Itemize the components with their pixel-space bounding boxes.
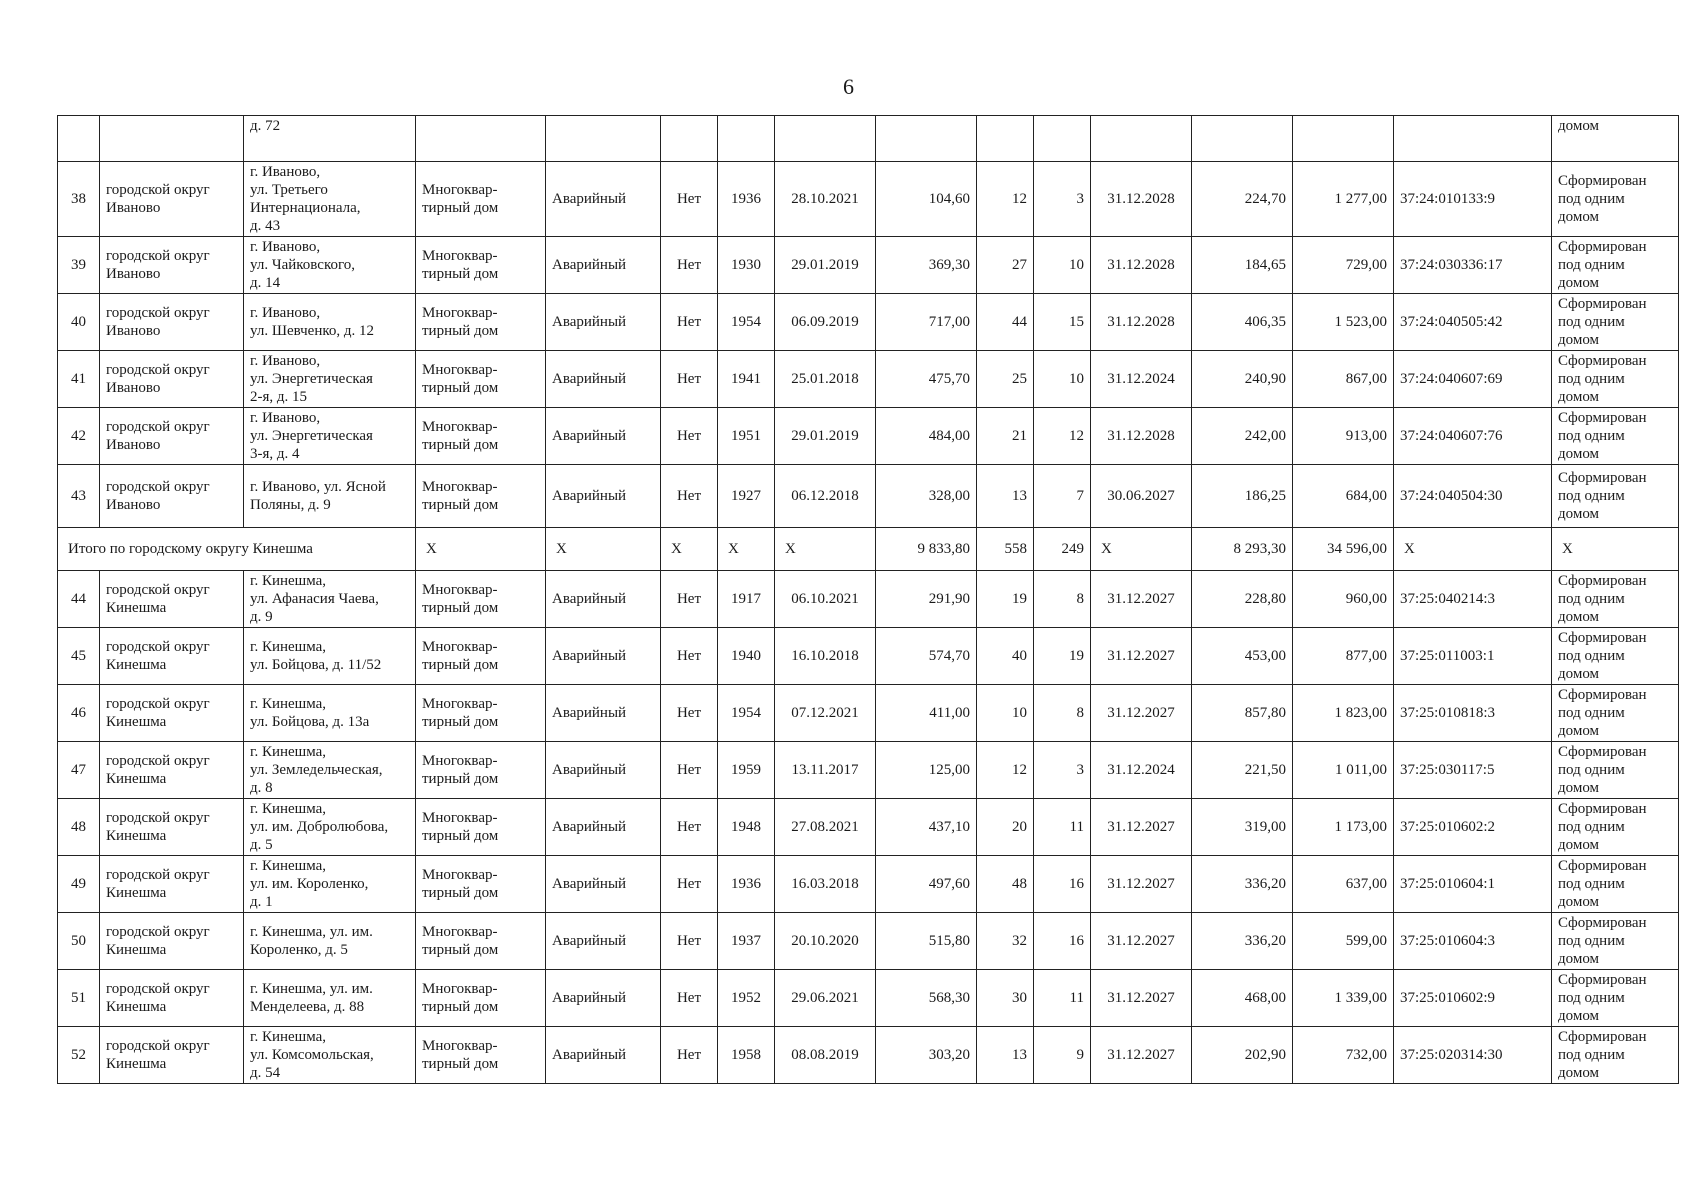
cell-address: г. Иваново, ул. Чайковского, д. 14 bbox=[244, 237, 416, 294]
cell-status: Аварийный bbox=[546, 237, 661, 294]
cell-residents: 44 bbox=[977, 294, 1034, 351]
cell-status: Аварийный bbox=[546, 1027, 661, 1084]
cell-note: Сформирован под одним домом bbox=[1552, 408, 1679, 465]
cell-land-area bbox=[1192, 116, 1293, 162]
cell-type: Многоквар- тирный дом bbox=[416, 571, 546, 628]
cell-land-area: 336,20 bbox=[1192, 913, 1293, 970]
cell-flag: Нет bbox=[661, 799, 718, 856]
cell-no: 44 bbox=[58, 571, 100, 628]
cell-deadline: 31.12.2027 bbox=[1091, 856, 1192, 913]
cell-deadline: 30.06.2027 bbox=[1091, 465, 1192, 528]
cell-flag: Нет bbox=[661, 571, 718, 628]
cell-no: 47 bbox=[58, 742, 100, 799]
cell-flag: Нет bbox=[661, 162, 718, 237]
cell-cost: 1 339,00 bbox=[1293, 970, 1394, 1027]
cell-year: 1948 bbox=[718, 799, 775, 856]
cell-status: Аварийный bbox=[546, 628, 661, 685]
continuation-row bbox=[58, 116, 1679, 162]
cell-land-area: 184,65 bbox=[1192, 237, 1293, 294]
total-flats: 249 bbox=[1034, 528, 1091, 571]
cell-address: г. Иваново, ул. Шевченко, д. 12 bbox=[244, 294, 416, 351]
cell-cadastral: 37:25:010818:3 bbox=[1394, 685, 1552, 742]
cell-flag: Нет bbox=[661, 628, 718, 685]
cell-cadastral: 37:25:011003:1 bbox=[1394, 628, 1552, 685]
cell-date: 16.03.2018 bbox=[775, 856, 876, 913]
cell-municipality: городской округ Иваново bbox=[100, 162, 244, 237]
cell-address: г. Кинешма, ул. им. Короленко, д. 5 bbox=[244, 913, 416, 970]
cell-cadastral: 37:24:040607:76 bbox=[1394, 408, 1552, 465]
cell-address: г. Кинешма, ул. им. Короленко, д. 1 bbox=[244, 856, 416, 913]
cell-land-area: 319,00 bbox=[1192, 799, 1293, 856]
cell-cost: 960,00 bbox=[1293, 571, 1394, 628]
cell-address: г. Кинешма, ул. Земледельческая, д. 8 bbox=[244, 742, 416, 799]
table-row bbox=[58, 856, 1679, 913]
table-row bbox=[58, 685, 1679, 742]
cell-note: Сформирован под одним домом bbox=[1552, 351, 1679, 408]
cell-municipality: городской округ Кинешма bbox=[100, 970, 244, 1027]
cell-no: 45 bbox=[58, 628, 100, 685]
cell-date: 20.10.2020 bbox=[775, 913, 876, 970]
table-row bbox=[58, 162, 1679, 237]
table-row bbox=[58, 571, 1679, 628]
cell-flats: 15 bbox=[1034, 294, 1091, 351]
cell-municipality: городской округ Кинешма bbox=[100, 799, 244, 856]
cell-type: Многоквар- тирный дом bbox=[416, 465, 546, 528]
cell-note: Сформирован под одним домом bbox=[1552, 685, 1679, 742]
total-area: 9 833,80 bbox=[876, 528, 977, 571]
cell-address: г. Иваново, ул. Энергетическая 2-я, д. 15 bbox=[244, 351, 416, 408]
cell-type: Многоквар- тирный дом bbox=[416, 162, 546, 237]
cell-year: 1958 bbox=[718, 1027, 775, 1084]
cell-residents: 27 bbox=[977, 237, 1034, 294]
cell-residents: 21 bbox=[977, 408, 1034, 465]
cell-residents: 10 bbox=[977, 685, 1034, 742]
cell-date: 29.01.2019 bbox=[775, 408, 876, 465]
cell-land-area: 202,90 bbox=[1192, 1027, 1293, 1084]
cell-land-area: 336,20 bbox=[1192, 856, 1293, 913]
cell-residents: 25 bbox=[977, 351, 1034, 408]
cell-cadastral: 37:24:030336:17 bbox=[1394, 237, 1552, 294]
cell-cadastral: 37:25:010602:9 bbox=[1394, 970, 1552, 1027]
cell-flats: 8 bbox=[1034, 685, 1091, 742]
cell-flag: Нет bbox=[661, 742, 718, 799]
cell-flag: Нет bbox=[661, 351, 718, 408]
cell-no: 50 bbox=[58, 913, 100, 970]
cell-area: 717,00 bbox=[876, 294, 977, 351]
cell-flag: Нет bbox=[661, 913, 718, 970]
cell-date: 28.10.2021 bbox=[775, 162, 876, 237]
cell-no: 38 bbox=[58, 162, 100, 237]
cell-note: Сформирован под одним домом bbox=[1552, 294, 1679, 351]
cell-type: Многоквар- тирный дом bbox=[416, 294, 546, 351]
cell-area: 291,90 bbox=[876, 571, 977, 628]
cell-year: 1936 bbox=[718, 162, 775, 237]
cell-flats: 16 bbox=[1034, 913, 1091, 970]
cell-cost: 1 523,00 bbox=[1293, 294, 1394, 351]
cell-date bbox=[775, 116, 876, 162]
cell-no: 40 bbox=[58, 294, 100, 351]
cell-land-area: 242,00 bbox=[1192, 408, 1293, 465]
cell-cost: 1 823,00 bbox=[1293, 685, 1394, 742]
cell-no: 48 bbox=[58, 799, 100, 856]
cell-flats: 3 bbox=[1034, 742, 1091, 799]
cell-status: Аварийный bbox=[546, 351, 661, 408]
cell-residents: 12 bbox=[977, 742, 1034, 799]
cell-date: 08.08.2019 bbox=[775, 1027, 876, 1084]
cell-cost: 729,00 bbox=[1293, 237, 1394, 294]
cell-no: 51 bbox=[58, 970, 100, 1027]
cell-deadline: 31.12.2028 bbox=[1091, 294, 1192, 351]
cell-type: Многоквар- тирный дом bbox=[416, 685, 546, 742]
cell-cadastral: 37:25:010604:1 bbox=[1394, 856, 1552, 913]
cell-status: Аварийный bbox=[546, 408, 661, 465]
cell-type: Многоквар- тирный дом bbox=[416, 799, 546, 856]
cell-address: г. Кинешма, ул. Бойцова, д. 11/52 bbox=[244, 628, 416, 685]
cell-area: 369,30 bbox=[876, 237, 977, 294]
cell-year: 1917 bbox=[718, 571, 775, 628]
cell-cost: 732,00 bbox=[1293, 1027, 1394, 1084]
cell-municipality: городской округ Кинешма bbox=[100, 913, 244, 970]
cell-note: Сформирован под одним домом bbox=[1552, 970, 1679, 1027]
cell-address: г. Иваново, ул. Энергетическая 3-я, д. 4 bbox=[244, 408, 416, 465]
cell-type: Многоквар- тирный дом bbox=[416, 351, 546, 408]
cell-deadline: 31.12.2028 bbox=[1091, 408, 1192, 465]
cell-municipality: городской округ Кинешма bbox=[100, 856, 244, 913]
cell-area: 475,70 bbox=[876, 351, 977, 408]
cell-no: 49 bbox=[58, 856, 100, 913]
total-type: X bbox=[416, 528, 546, 571]
cell-land-area: 221,50 bbox=[1192, 742, 1293, 799]
cell-status: Аварийный bbox=[546, 685, 661, 742]
total-land-area: 8 293,30 bbox=[1192, 528, 1293, 571]
table-row bbox=[58, 351, 1679, 408]
cell-status: Аварийный bbox=[546, 571, 661, 628]
cell-type: Многоквар- тирный дом bbox=[416, 913, 546, 970]
cell-note: Сформирован под одним домом bbox=[1552, 1027, 1679, 1084]
total-date: X bbox=[775, 528, 876, 571]
cell-address: г. Кинешма, ул. им. Добролюбова, д. 5 bbox=[244, 799, 416, 856]
table-row bbox=[58, 742, 1679, 799]
cell-note: Сформирован под одним домом bbox=[1552, 799, 1679, 856]
total-note: X bbox=[1552, 528, 1679, 571]
cell-land-area: 468,00 bbox=[1192, 970, 1293, 1027]
cell-cost: 684,00 bbox=[1293, 465, 1394, 528]
cell-status: Аварийный bbox=[546, 742, 661, 799]
cell-deadline: 31.12.2027 bbox=[1091, 799, 1192, 856]
cell-flag: Нет bbox=[661, 970, 718, 1027]
cell-note: Сформирован под одним домом bbox=[1552, 628, 1679, 685]
cell-year: 1952 bbox=[718, 970, 775, 1027]
cell-date: 27.08.2021 bbox=[775, 799, 876, 856]
cell-deadline: 31.12.2027 bbox=[1091, 1027, 1192, 1084]
cell-area: 437,10 bbox=[876, 799, 977, 856]
total-label: Итого по городскому округу Кинешма bbox=[58, 528, 416, 571]
cell-no: 43 bbox=[58, 465, 100, 528]
total-residents: 558 bbox=[977, 528, 1034, 571]
cell-address: г. Иваново, ул. Ясной Поляны, д. 9 bbox=[244, 465, 416, 528]
cell-cadastral: 37:25:010604:3 bbox=[1394, 913, 1552, 970]
cell-year: 1937 bbox=[718, 913, 775, 970]
cell-year: 1940 bbox=[718, 628, 775, 685]
cell-flats: 7 bbox=[1034, 465, 1091, 528]
cell-address: г. Кинешма, ул. Комсомольская, д. 54 bbox=[244, 1027, 416, 1084]
cell-date: 06.12.2018 bbox=[775, 465, 876, 528]
cell-area: 125,00 bbox=[876, 742, 977, 799]
cell-deadline: 31.12.2024 bbox=[1091, 351, 1192, 408]
cell-municipality: городской округ Кинешма bbox=[100, 685, 244, 742]
cell-land-area: 857,80 bbox=[1192, 685, 1293, 742]
cell-year: 1954 bbox=[718, 685, 775, 742]
cell-status: Аварийный bbox=[546, 913, 661, 970]
cell-type: Многоквар- тирный дом bbox=[416, 970, 546, 1027]
cell-no: 46 bbox=[58, 685, 100, 742]
total-year: X bbox=[718, 528, 775, 571]
cell-flats: 8 bbox=[1034, 571, 1091, 628]
cell-municipality: городской округ Иваново bbox=[100, 408, 244, 465]
cell-municipality: городской округ Кинешма bbox=[100, 628, 244, 685]
cell-cost: 913,00 bbox=[1293, 408, 1394, 465]
cell-municipality: городской округ Кинешма bbox=[100, 571, 244, 628]
cell-date: 06.10.2021 bbox=[775, 571, 876, 628]
page-number: 6 bbox=[843, 74, 854, 99]
cell-type: Многоквар- тирный дом bbox=[416, 237, 546, 294]
cell-year: 1941 bbox=[718, 351, 775, 408]
cell-flag: Нет bbox=[661, 408, 718, 465]
total-cadastral: X bbox=[1394, 528, 1552, 571]
cell-municipality: городской округ Иваново bbox=[100, 294, 244, 351]
cell-area: 568,30 bbox=[876, 970, 977, 1027]
cell-year: 1930 bbox=[718, 237, 775, 294]
table-row bbox=[58, 237, 1679, 294]
table-row bbox=[58, 294, 1679, 351]
cell-residents: 19 bbox=[977, 571, 1034, 628]
cell-deadline: 31.12.2027 bbox=[1091, 685, 1192, 742]
cell-deadline: 31.12.2028 bbox=[1091, 237, 1192, 294]
cell-area: 303,20 bbox=[876, 1027, 977, 1084]
cell-land-area: 406,35 bbox=[1192, 294, 1293, 351]
cell-no: 52 bbox=[58, 1027, 100, 1084]
cell-flats: 11 bbox=[1034, 970, 1091, 1027]
cell-date: 13.11.2017 bbox=[775, 742, 876, 799]
cell-address: г. Иваново, ул. Третьего Интернационала, д. 43 bbox=[244, 162, 416, 237]
cell-deadline: 31.12.2027 bbox=[1091, 628, 1192, 685]
cell-type bbox=[416, 116, 546, 162]
total-flag: X bbox=[661, 528, 718, 571]
cell-area: 104,60 bbox=[876, 162, 977, 237]
cell-area: 411,00 bbox=[876, 685, 977, 742]
cell-status: Аварийный bbox=[546, 162, 661, 237]
cell-flag: Нет bbox=[661, 294, 718, 351]
cell-type: Многоквар- тирный дом bbox=[416, 628, 546, 685]
cell-type: Многоквар- тирный дом bbox=[416, 1027, 546, 1084]
cell-municipality: городской округ Кинешма bbox=[100, 1027, 244, 1084]
cell-residents: 30 bbox=[977, 970, 1034, 1027]
cell-flats bbox=[1034, 116, 1091, 162]
cell-flag bbox=[661, 116, 718, 162]
cell-date: 06.09.2019 bbox=[775, 294, 876, 351]
cell-cost: 877,00 bbox=[1293, 628, 1394, 685]
cell-address: г. Кинешма, ул. Афанасия Чаева, д. 9 bbox=[244, 571, 416, 628]
cell-deadline: 31.12.2027 bbox=[1091, 913, 1192, 970]
cell-cost: 599,00 bbox=[1293, 913, 1394, 970]
cell-type: Многоквар- тирный дом bbox=[416, 742, 546, 799]
cell-flag: Нет bbox=[661, 1027, 718, 1084]
cell-year: 1954 bbox=[718, 294, 775, 351]
cell-municipality: городской округ Иваново bbox=[100, 237, 244, 294]
cell-area: 515,80 bbox=[876, 913, 977, 970]
total-cost: 34 596,00 bbox=[1293, 528, 1394, 571]
cell-deadline bbox=[1091, 116, 1192, 162]
cell-note: Сформирован под одним домом bbox=[1552, 856, 1679, 913]
cell-year: 1951 bbox=[718, 408, 775, 465]
cell-residents bbox=[977, 116, 1034, 162]
cell-flag: Нет bbox=[661, 237, 718, 294]
register-table-body bbox=[58, 116, 1679, 1084]
cell-year bbox=[718, 116, 775, 162]
cell-year: 1959 bbox=[718, 742, 775, 799]
cell-deadline: 31.12.2027 bbox=[1091, 970, 1192, 1027]
total-status: X bbox=[546, 528, 661, 571]
cell-flats: 10 bbox=[1034, 351, 1091, 408]
cell-residents: 32 bbox=[977, 913, 1034, 970]
cell-cadastral: 37:25:040214:3 bbox=[1394, 571, 1552, 628]
cell-date: 29.06.2021 bbox=[775, 970, 876, 1027]
table-row bbox=[58, 913, 1679, 970]
cell-deadline: 31.12.2024 bbox=[1091, 742, 1192, 799]
cell-area: 328,00 bbox=[876, 465, 977, 528]
cell-residents: 48 bbox=[977, 856, 1034, 913]
cell-status: Аварийный bbox=[546, 799, 661, 856]
cell-note: Сформирован под одним домом bbox=[1552, 162, 1679, 237]
cell-flag: Нет bbox=[661, 856, 718, 913]
cell-flats: 10 bbox=[1034, 237, 1091, 294]
cell-residents: 20 bbox=[977, 799, 1034, 856]
total-deadline: X bbox=[1091, 528, 1192, 571]
cell-land-area: 453,00 bbox=[1192, 628, 1293, 685]
cell-no bbox=[58, 116, 100, 162]
cell-flats: 11 bbox=[1034, 799, 1091, 856]
cell-deadline: 31.12.2028 bbox=[1091, 162, 1192, 237]
table-row bbox=[58, 465, 1679, 528]
cell-flats: 3 bbox=[1034, 162, 1091, 237]
cell-municipality: городской округ Кинешма bbox=[100, 742, 244, 799]
cell-residents: 12 bbox=[977, 162, 1034, 237]
cell-status: Аварийный bbox=[546, 970, 661, 1027]
cell-flats: 16 bbox=[1034, 856, 1091, 913]
cell-cadastral: 37:24:010133:9 bbox=[1394, 162, 1552, 237]
cell-cost: 867,00 bbox=[1293, 351, 1394, 408]
cell-land-area: 224,70 bbox=[1192, 162, 1293, 237]
cell-note: домом bbox=[1552, 116, 1679, 162]
table-row bbox=[58, 408, 1679, 465]
cell-date: 16.10.2018 bbox=[775, 628, 876, 685]
cell-status: Аварийный bbox=[546, 294, 661, 351]
cell-type: Многоквар- тирный дом bbox=[416, 856, 546, 913]
cell-municipality bbox=[100, 116, 244, 162]
cell-land-area: 240,90 bbox=[1192, 351, 1293, 408]
cell-flats: 12 bbox=[1034, 408, 1091, 465]
cell-no: 42 bbox=[58, 408, 100, 465]
cell-area bbox=[876, 116, 977, 162]
total-row bbox=[58, 528, 1679, 571]
cell-note: Сформирован под одним домом bbox=[1552, 742, 1679, 799]
cell-date: 07.12.2021 bbox=[775, 685, 876, 742]
cell-cost: 1 173,00 bbox=[1293, 799, 1394, 856]
cell-status: Аварийный bbox=[546, 465, 661, 528]
cell-year: 1927 bbox=[718, 465, 775, 528]
cell-address: г. Кинешма, ул. Бойцова, д. 13а bbox=[244, 685, 416, 742]
cell-cadastral: 37:24:040505:42 bbox=[1394, 294, 1552, 351]
register-table bbox=[57, 115, 1679, 1084]
cell-land-area: 228,80 bbox=[1192, 571, 1293, 628]
cell-cadastral: 37:24:040607:69 bbox=[1394, 351, 1552, 408]
cell-deadline: 31.12.2027 bbox=[1091, 571, 1192, 628]
cell-year: 1936 bbox=[718, 856, 775, 913]
cell-cadastral: 37:25:020314:30 bbox=[1394, 1027, 1552, 1084]
cell-area: 484,00 bbox=[876, 408, 977, 465]
cell-note: Сформирован под одним домом bbox=[1552, 913, 1679, 970]
cell-note: Сформирован под одним домом bbox=[1552, 237, 1679, 294]
cell-cost: 1 011,00 bbox=[1293, 742, 1394, 799]
cell-municipality: городской округ Иваново bbox=[100, 351, 244, 408]
cell-land-area: 186,25 bbox=[1192, 465, 1293, 528]
cell-address: г. Кинешма, ул. им. Менделеева, д. 88 bbox=[244, 970, 416, 1027]
table-row bbox=[58, 628, 1679, 685]
cell-cadastral: 37:25:010602:2 bbox=[1394, 799, 1552, 856]
table-row bbox=[58, 799, 1679, 856]
cell-municipality: городской округ Иваново bbox=[100, 465, 244, 528]
cell-residents: 13 bbox=[977, 465, 1034, 528]
cell-date: 25.01.2018 bbox=[775, 351, 876, 408]
cell-cost: 1 277,00 bbox=[1293, 162, 1394, 237]
cell-note: Сформирован под одним домом bbox=[1552, 571, 1679, 628]
cell-flag: Нет bbox=[661, 685, 718, 742]
cell-note: Сформирован под одним домом bbox=[1552, 465, 1679, 528]
cell-address: д. 72 bbox=[244, 116, 416, 162]
cell-flag: Нет bbox=[661, 465, 718, 528]
cell-status: Аварийный bbox=[546, 856, 661, 913]
cell-type: Многоквар- тирный дом bbox=[416, 408, 546, 465]
cell-residents: 13 bbox=[977, 1027, 1034, 1084]
cell-flats: 9 bbox=[1034, 1027, 1091, 1084]
cell-cost bbox=[1293, 116, 1394, 162]
cell-date: 29.01.2019 bbox=[775, 237, 876, 294]
cell-area: 574,70 bbox=[876, 628, 977, 685]
cell-cadastral: 37:25:030117:5 bbox=[1394, 742, 1552, 799]
cell-no: 41 bbox=[58, 351, 100, 408]
cell-status bbox=[546, 116, 661, 162]
cell-area: 497,60 bbox=[876, 856, 977, 913]
table-row bbox=[58, 970, 1679, 1027]
cell-flats: 19 bbox=[1034, 628, 1091, 685]
cell-residents: 40 bbox=[977, 628, 1034, 685]
cell-cadastral bbox=[1394, 116, 1552, 162]
table-row bbox=[58, 1027, 1679, 1084]
cell-cadastral: 37:24:040504:30 bbox=[1394, 465, 1552, 528]
cell-cost: 637,00 bbox=[1293, 856, 1394, 913]
cell-no: 39 bbox=[58, 237, 100, 294]
